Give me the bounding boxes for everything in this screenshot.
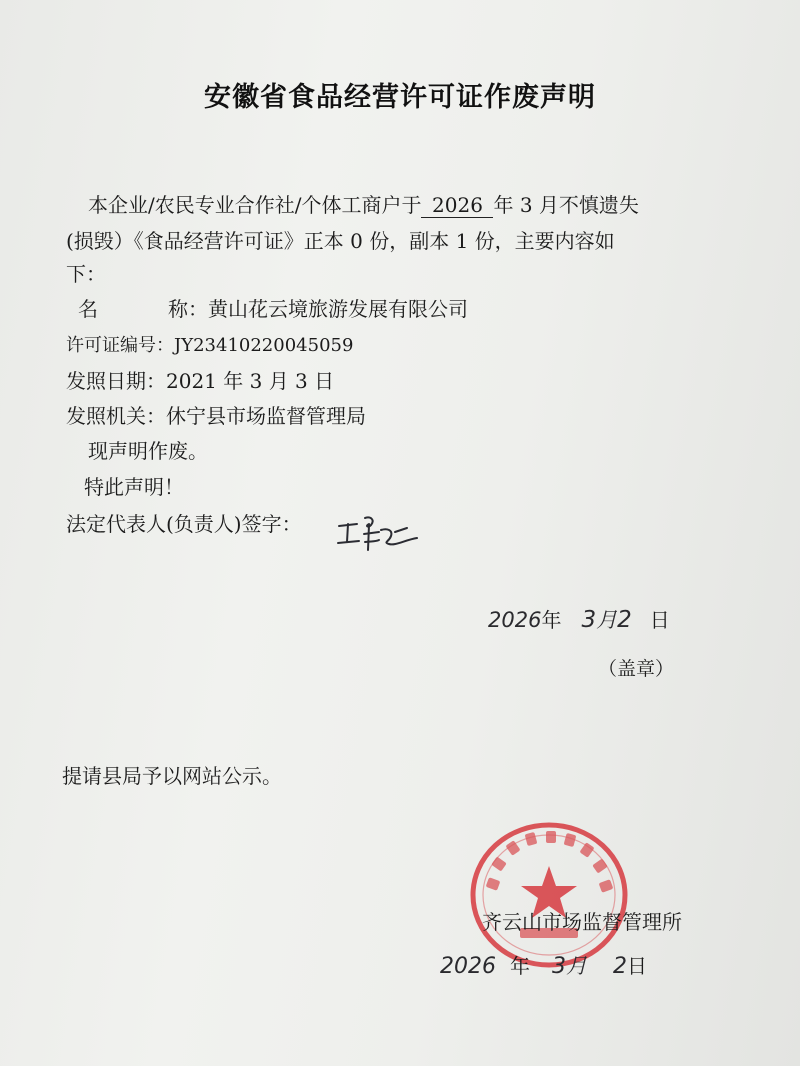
license-value: JY23410220045059 [174,335,354,356]
body-line-2: (损毁）《食品经营许可证》正本 0 份，副本 1 份，主要内容如 [66,229,615,253]
license-field [66,331,353,357]
issue-date-label: 发照日期： [66,369,166,393]
office-name: 齐云山市场监督管理所 [482,910,682,934]
declaration-year-hand: 2026 [488,608,542,632]
office-date [440,950,647,980]
issuer-value: 休宁县市场监督管理局 [166,404,366,428]
document-title: 安徽省食品经营许可证作废声明 [204,82,596,113]
issuer-field [66,400,366,429]
hereby-statement: 特此声明！ [84,475,184,499]
body-line-1-prefix: 本企业/农民专业合作社/个体工商户于 [88,193,422,217]
declaration-year-char: 年 [541,608,562,632]
declaration-date [488,604,670,634]
seal-note: （盖章） [598,658,675,680]
name-field [78,293,468,322]
declaration-month-hand: 3 [581,607,597,633]
license-label: 许可证编号： [66,335,174,356]
office-day-char: 日 [627,954,647,978]
name-label-2: 称： [168,297,208,321]
office-year-hand: 2026 [440,954,496,979]
declaration-day-hand: 2 [617,607,632,633]
handwritten-signature-icon [335,512,425,556]
issue-date-field [66,365,334,394]
void-statement: 现声明作废。 [88,439,208,463]
official-seal-icon [468,820,630,970]
office-month-char: 月 [566,954,587,978]
office-day-hand: 2 [613,954,627,979]
publication-request: 提请县局予以网站公示。 [62,764,282,788]
body-line-1 [88,189,639,218]
signature-label: 法定代表人(负责人)签字： [66,512,302,536]
issuer-label: 发照机关： [66,404,166,428]
body-line-1-suffix: 年 3 月不慎遗失 [493,193,639,217]
issue-date-value: 2021 年 3 月 3 日 [166,369,335,393]
declaration-month-char: 月 [596,608,618,632]
name-label-1: 名 [78,297,98,321]
loss-year: 2026 [421,193,493,218]
office-month-hand: 3 [552,954,566,979]
body-line-3: 下： [66,262,106,286]
declaration-day-char: 日 [649,608,670,632]
office-year-char: 年 [510,954,530,978]
name-value: 黄山花云境旅游发展有限公司 [208,297,468,321]
